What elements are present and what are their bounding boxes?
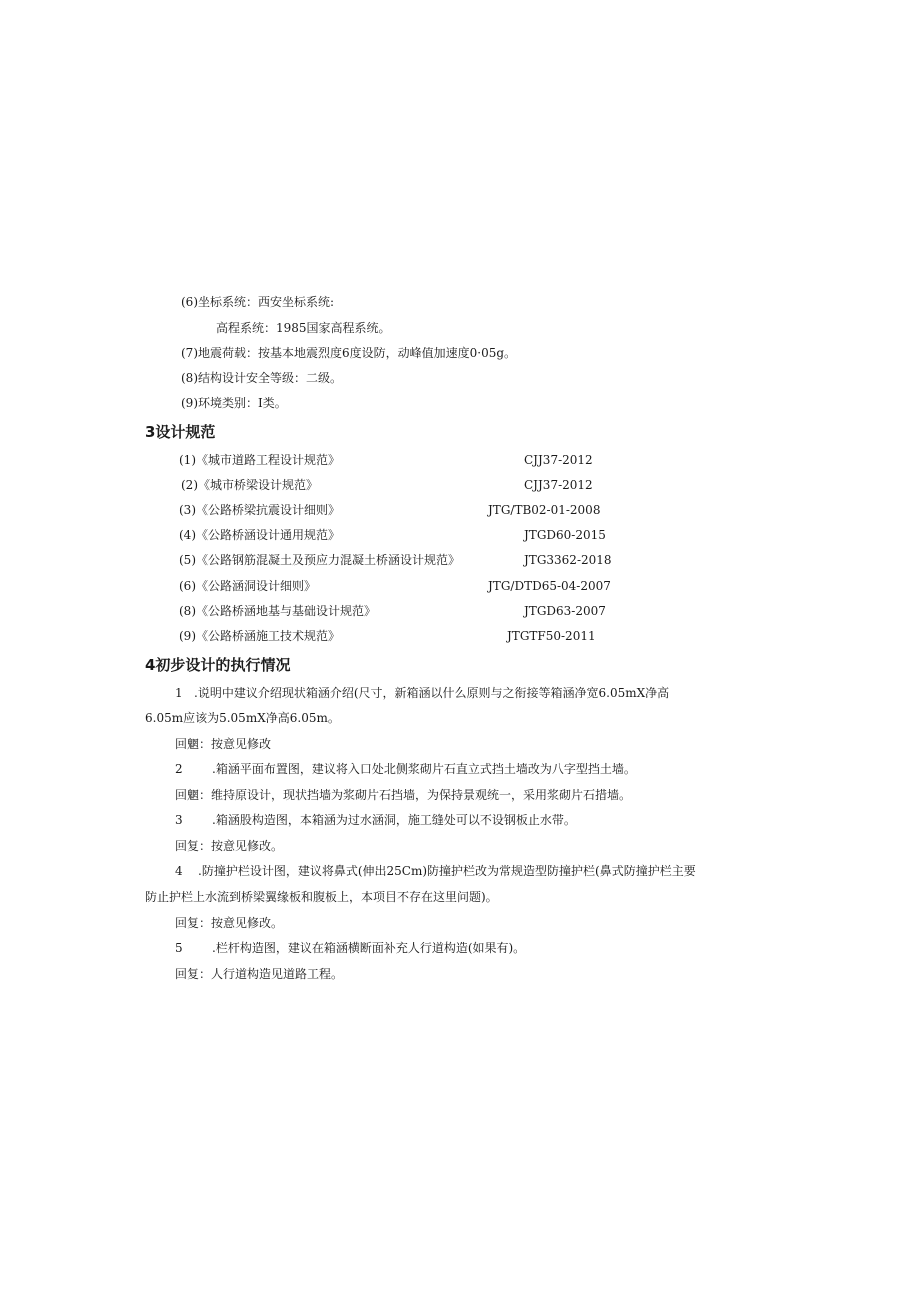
reference-code: JTG/DTD65-04-2007	[488, 579, 611, 593]
reference-code: CJJ37-2012	[524, 453, 593, 467]
item-text-continuation: 防止护栏上水流到桥梁翼缘板和腹板上，本项目不存在这里问题)。	[145, 890, 498, 904]
item-reply: 回复：按意见修改。	[175, 839, 284, 853]
reference-code: CJJ37-2012	[524, 478, 593, 492]
elevation-system-line: 高程系统：1985国家高程系统。	[216, 321, 391, 335]
safety-grade-line: (8)结构设计安全等级：二级。	[181, 371, 342, 385]
item-number: 2	[175, 762, 183, 776]
reference-code: JTG3362-2018	[524, 553, 612, 567]
item-text: .防撞护栏设计图，建议将鼻式(伸出25Cm)防撞护栏改为常规造型防撞护栏(鼻式防撞护栏主要	[198, 864, 696, 878]
reference-title: (3)《公路桥梁抗震设计细则》	[179, 503, 340, 517]
item-reply: 回复：人行道构造见道路工程。	[175, 967, 344, 981]
item-number: 3	[175, 813, 183, 827]
item-number: 5	[175, 941, 183, 955]
reference-title: (9)《公路桥涵施工技术规范》	[179, 629, 340, 643]
item-text: .栏杆构造图，建议在箱涵横断面补充人行道构造(如果有)。	[212, 941, 526, 955]
reference-title: (5)《公路钢筋混凝土及预应力混凝土桥涵设计规范》	[179, 553, 461, 567]
reference-title: (6)《公路涵洞设计细则》	[179, 579, 316, 593]
reference-title: (4)《公路桥涵设计通用规范》	[179, 528, 340, 542]
reference-code: JTGD60-2015	[524, 528, 606, 542]
reference-title: (8)《公路桥涵地基与基础设计规范》	[179, 604, 376, 618]
item-reply: 回魍：按意见修改	[175, 737, 272, 751]
environment-category-line: (9)环境类别：I类。	[181, 396, 287, 410]
item-text-continuation: 6.05m应该为5.05mX净高6.05m。	[145, 711, 340, 725]
item-text: .说明中建议介绍现状箱涵介绍(尺寸，新箱涵以什么原则与之衔接等箱涵净宽6.05mX净高	[194, 686, 670, 700]
item-number: 4	[175, 864, 183, 878]
item-reply: 回复：按意见修改。	[175, 916, 284, 930]
section-4-heading: 4初步设计的执行情况	[145, 656, 291, 674]
reference-code: JTG/TB02-01-2008	[488, 503, 601, 517]
seismic-load-line: (7)地震荷载：按基本地震烈度6度设防，动峰值加速度0·05g。	[181, 346, 517, 360]
reference-title: (1)《城市道路工程设计规范》	[179, 453, 340, 467]
reference-code: JTGTF50-2011	[507, 629, 596, 643]
item-number: 1	[175, 686, 183, 700]
reference-code: JTGD63-2007	[524, 604, 606, 618]
coordinate-system-line: (6)坐标系统：西安坐标系统:	[181, 295, 335, 309]
reference-title: (2)《城市桥梁设计规范》	[181, 478, 318, 492]
item-text: .箱涵股构造图，本箱涵为过水涵洞，施工缝处可以不设钢板止水带。	[212, 813, 576, 827]
item-text: .箱涵平面布置图，建议将入口处北侧浆砌片石直立式挡土墙改为八字型挡土墙。	[212, 762, 636, 776]
section-3-heading: 3设计规范	[145, 423, 216, 441]
item-reply: 回魍：维持原设计，现状挡墙为浆砌片石挡墙，为保持景观统一，采用浆砌片石措墙。	[175, 788, 632, 802]
